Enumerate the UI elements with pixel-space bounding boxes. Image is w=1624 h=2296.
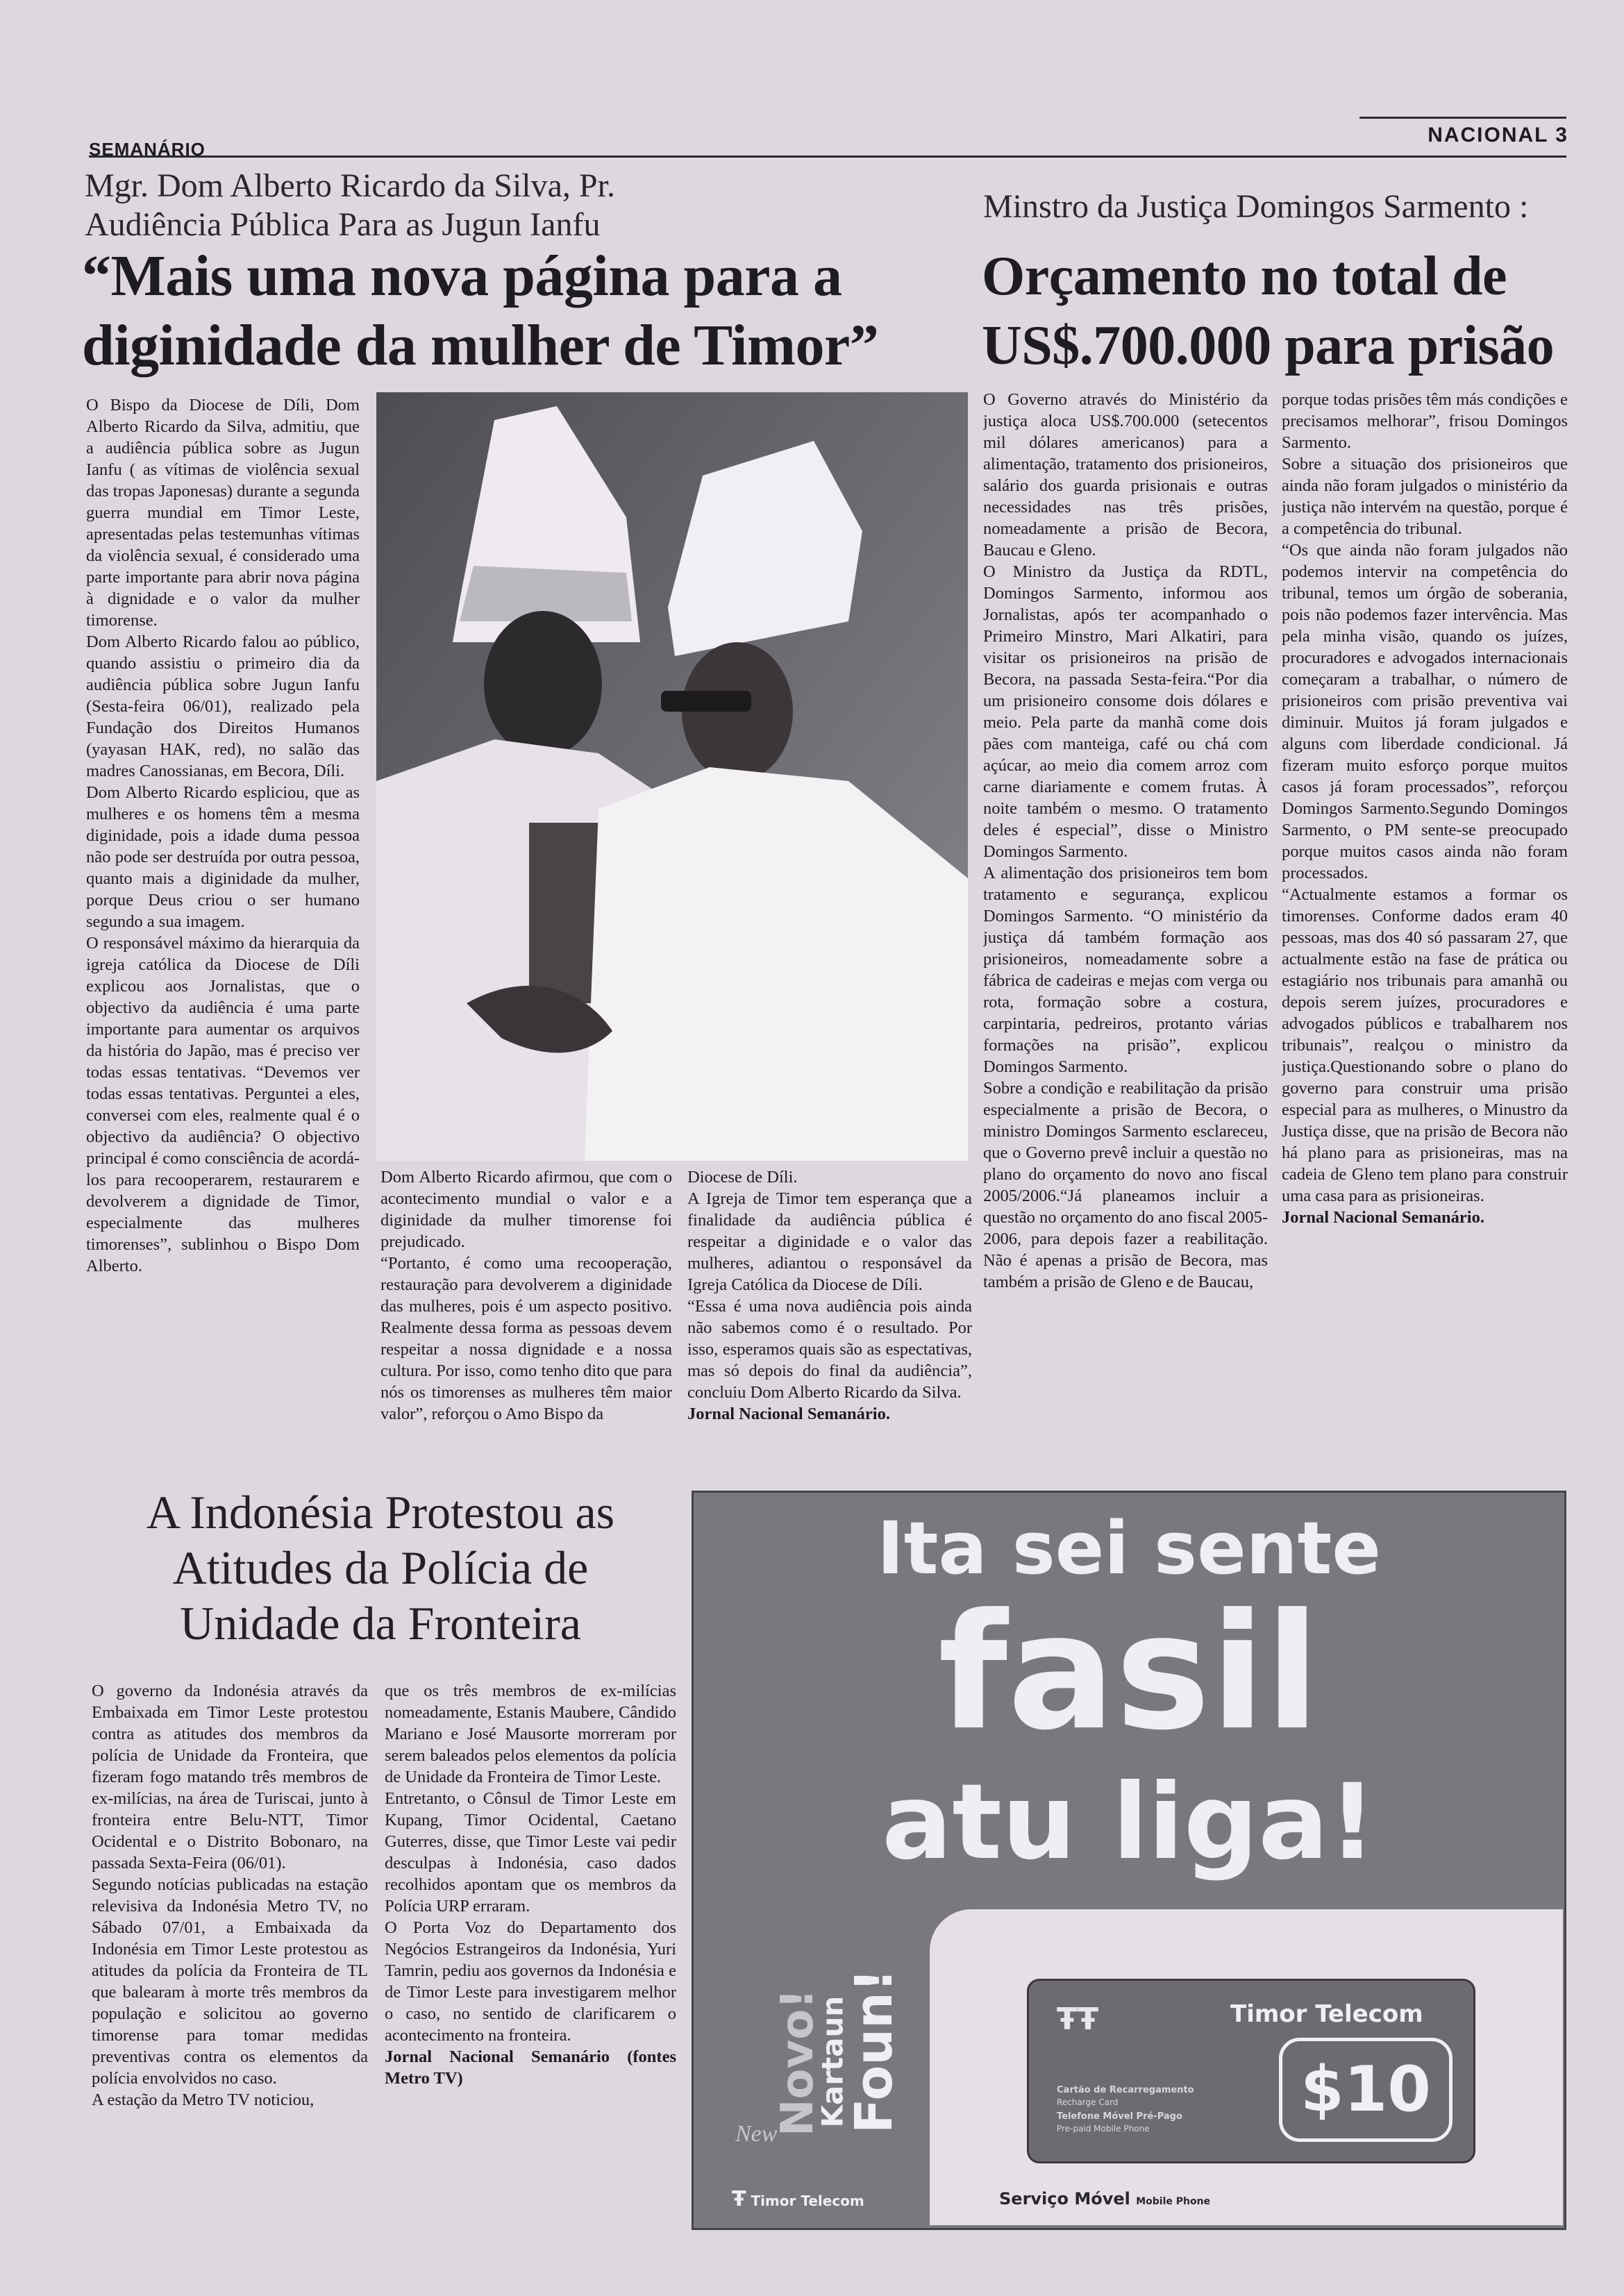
story1-headline-line: “Mais uma nova página para a bbox=[82, 244, 842, 308]
bishops-photo bbox=[376, 392, 968, 1161]
paragraph: Segundo notícias publicadas na estação relevisiva da Indonésia Metro TV, no Sábado 07/01, a Embaixada da Indonésia em Timor Leste protestou as atitudes da polícia da Fronteira de TL que balearam à morte três membros da população e solicitou ao governo timorense para tomar medidas preventivas contra os elementos da polícia envolvidos no caso. bbox=[92, 1875, 368, 2088]
story1-kicker-line: Mgr. Dom Alberto Ricardo da Silva, Pr. bbox=[85, 167, 615, 204]
ad-footer-service bbox=[999, 2189, 1210, 2209]
bishops-photo-image bbox=[376, 392, 968, 1161]
ad-footer-service-en: Mobile Phone bbox=[1136, 2196, 1211, 2207]
ad-footer-logo-icon: Ŧ bbox=[732, 2187, 746, 2211]
paragraph: “Os que ainda não foram julgados não podemos intervir na competência do tribunal, temos um órgão de soberania, pois não podemos fazer intervência. Mas pela minha visão, quando os juízes, procuradores e advogados internacionais começaram a trabalhar, o número de prisioneiros com prisão preventiva vai diminuir. Muitos já foram julgados e alguns com liberdade condicional. Já fizeram muito esforço porque muitos casos já foram processados”, reforçou Domingos Sarmento.Segundo Domingos Sarmento, o PM sente-se preocupado porque muitos casos ainda não foram processados. bbox=[1282, 541, 1568, 882]
paragraph: O Bispo da Diocese de Díli, Dom Alberto Ricardo da Silva, admitiu, que a audiência pública sobre as Jugun Ianfu ( as vítimas de violência sexual das tropas Japonesas) durante a segunda guerra mundial em Timor Leste, apresentadas pelas testemunhas vítimas da violência sexual, é considerado uma parte importante para abrir nova página à dignidade e o valor da mulher timorense. bbox=[86, 396, 360, 630]
paragraph: “Portanto, é como uma recooperação, restauração para devolverem a diginidade das mulheres, pois é um aspecto positivo. Realmente dessa forma as pessoas devem respeitar a nossa dignidade e a nossa cultura. Por isso, como tenho dito que para nós os timorenses as mulheres têm maior valor”, reforçou o Amo Bispo da bbox=[380, 1254, 672, 1423]
paragraph: “Essa é uma nova audiência pois ainda não sabemos como é o resultado. Por isso, esperamos quais são as espectativas, mas só depois do final da audiência”, concluiu Dom Alberto Ricardo da Silva. bbox=[687, 1297, 972, 1402]
story3-signoff: Jornal Nacional Semanário (fontes Metro TV) bbox=[385, 2047, 676, 2088]
paragraph: porque todas prisões têm más condições e precisamos melhorar”, frisou Domingos Sarmento. bbox=[1282, 390, 1568, 452]
story2-headline-line: US$.700.000 para prisão bbox=[982, 315, 1555, 376]
paragraph: Dom Alberto Ricardo afirmou, que com o acontecimento mundial o valor e a diginidade da mulher timorense foi prejudicado. bbox=[380, 1168, 672, 1251]
paragraph: O Ministro da Justiça da RDTL, Domingos Sarmento, informou aos Jornalistas, após ter acompanhado o Primeiro Minstro, Mari Alkatiri, para visitar os prisioneiros na prisão de Becora, na passada Sesta-feira.“Por dia um prisioneiro consome dois dólares e meio. Pela parte da manhã come dois pães com manteiga, café ou chá com açúcar, ao meio dia comem arroz com carne diariamente e comem frutas. À noite também o mesmo. O tratamento deles é especial”, disse o Ministro Domingos Sarmento. bbox=[983, 562, 1268, 861]
paragraph: “Actualmente estamos a formar os timorenses. Conforme dados eram 40 pessoas, mas dos 40 só passaram 27, que actualmente estão na fase de prática ou estagiário nos tribunais para amanhã ou depois serem juízes, procuradores e advogados públicos e trabalharem nos tribunais”, realçou o ministro da justiça.Questionando sobre o plano do governo para construir uma prisão especial para as mulheres, o Minustro da Justiça disse, que na prisão de Becora não há plano para as prisioneiras, mas na cadeia de Gleno tem plano para construir uma casa para as prisioneiras. bbox=[1282, 885, 1568, 1205]
paragraph: O Porta Voz do Departamento dos Negócios Estrangeiros da Indonésia, Yuri Tamrin, pediu aos governos da Indonésia e de Timor Leste para investigarem melhor o caso, no sentido de clarificarem o acontecimento na fronteira. bbox=[385, 1918, 676, 2045]
paragraph: Diocese de Díli. bbox=[687, 1168, 798, 1187]
story1-kicker-line: Audiência Pública Para as Jugun Ianfu bbox=[85, 206, 601, 243]
story3-headline-line: A Indonésia Protestou as bbox=[146, 1486, 615, 1539]
paragraph: Dom Alberto Ricardo espliciou, que as mulheres e os homens têm a mesma diginidade, pois a idade duma pessoa não pode ser destruída por outra pessoa, quanto mais a diginidade da mulher, porque Deus criou o ser humano segundo a sua imagem. bbox=[86, 783, 360, 931]
story3-headline-line: Unidade da Fronteira bbox=[180, 1597, 581, 1650]
ad-foun: Foun! bbox=[844, 1968, 904, 2134]
story2-column-1 bbox=[983, 389, 1268, 1486]
ad-novo: Novo! bbox=[772, 1988, 823, 2136]
story2-signoff: Jornal Nacional Semanário. bbox=[1282, 1208, 1484, 1227]
ad-footer-logo-text: Timor Telecom bbox=[751, 2193, 864, 2209]
card-value: $10 bbox=[1300, 2053, 1431, 2126]
telecom-advertisement bbox=[692, 1491, 1566, 2230]
paragraph: O governo da Indonésia através da Embaixada em Timor Leste protestou contra as atitudes dos membros da polícia de Unidade da Fronteira, que fizeram fogo matando três membros de ex-milícias, na área de Turiscai, junto à fronteira entre Belu-NTT, Timor Ocidental e o Distrito Bobonaro, na passada Sexta-Feira (06/01). bbox=[92, 1682, 368, 1872]
card-value-box bbox=[1279, 2038, 1453, 2142]
paragraph: Entretanto, o Cônsul de Timor Leste em Kupang, Timor Ocidental, Caetano Guterres, disse, que Timor Leste vai pedir desculpas à Indonésia, caso dados recolhidos apontam que os membros da Polícia URP erraram. bbox=[385, 1789, 676, 1916]
paragraph: Dom Alberto Ricardo falou ao público, quando assistiu o primeiro dia da audiência pública sobre Jugun Ianfu (Sesta-feira 06/01), realizado pela Fundação dos Direitos Humanos (yayasan HAK, red), no salão das madres Canossianas, em Becora, Díli. bbox=[86, 632, 360, 780]
card-small-2: Recharge Card bbox=[1057, 2097, 1119, 2107]
paragraph: Sobre a condição e reabilitação da prisão especialmente a prisão de Becora, o ministro Domingos Sarmento esclareceu, que o Governo prevê incluir a questão no plano do orçamento do novo ano fiscal 2005/2006.“Já planeamos incluir a questão no orçamento do ano fiscal 2005-2006, para depois fazer a reabilitação. Não é apenas a prisão de Becora, mas também a prisão de Gleno e de Baucau, bbox=[983, 1079, 1268, 1291]
card-brand: Timor Telecom bbox=[1230, 2000, 1423, 2028]
paragraph: O Governo através do Ministério da justiça aloca US$.700.000 (setecentos mil dólares americanos) para a alimentação, tratamento dos prisioneiros, salário dos guarda prisionais e outras necessidades nas três prisões, nomeadamente a prisão de Becora, Baucau e Gleno. bbox=[983, 390, 1268, 560]
ad-line-1: Ita sei sente bbox=[877, 1506, 1381, 1591]
top-rule-right bbox=[1359, 117, 1566, 119]
story1-column-2 bbox=[380, 1166, 672, 1472]
story2-headline-line: Orçamento no total de bbox=[982, 246, 1507, 307]
ad-new-label: New bbox=[735, 2121, 778, 2147]
paragraph: O responsável máximo da hierarquia da igreja católica da Diocese de Díli explicou aos Jornalistas, que o objectivo da audiência é uma parte importante para aumentar os arquivos da história do Japão, mas é preciso ver todas essas tentativas. “Devemos ver todas essas tentativas. Perguntei a eles, conversei com eles, realmente qual é o objectivo da audiência? O objectivo principal é como consciência de acordá-los para recooperarem, restaurarem e devolverem a dignidade de Timor, especialmente das mulheres timorenses”, sublinhou o Bispo Dom Alberto. bbox=[86, 934, 360, 1275]
story1-column-3 bbox=[687, 1166, 972, 1472]
paragraph: Sobre a situação dos prisioneiros que ainda não foram julgados o ministério da justiça não intervém na questão, porque é a competência do tribunal. bbox=[1282, 455, 1568, 538]
ad-prepaid-card bbox=[1027, 1979, 1475, 2163]
story3-headline-line: Atitudes da Polícia de bbox=[172, 1541, 589, 1594]
card-logo-icon: ŦŦ bbox=[1057, 2002, 1099, 2037]
story3-column-1 bbox=[92, 1680, 368, 2236]
story2-headline bbox=[982, 242, 1579, 380]
section-page-label: NACIONAL 3 bbox=[1428, 124, 1568, 146]
story1-kicker bbox=[85, 167, 953, 244]
paragraph: que os três membros de ex-milícias nomeadamente, Estanis Maubere, Cândido Mariano e José Mausorte morreram por serem baleados pelos elementos da polícia de Unidade da Fronteira de Timor Leste. bbox=[385, 1682, 676, 1786]
story1-headline-line: diginidade da mulher de Timor” bbox=[82, 313, 879, 378]
story1-signoff: Jornal Nacional Semanário. bbox=[687, 1405, 890, 1423]
story2-column-2 bbox=[1282, 389, 1568, 1486]
ad-footer-service-pt: Serviço Móvel bbox=[999, 2189, 1130, 2209]
ad-footer-logo bbox=[732, 2187, 864, 2211]
card-small-3: Telefone Móvel Pré-Pago bbox=[1057, 2111, 1182, 2122]
story1-headline bbox=[82, 242, 985, 380]
card-small-1: Cartão de Recarregamento bbox=[1057, 2085, 1194, 2095]
story3-column-2 bbox=[385, 1680, 676, 2236]
paragraph: A estação da Metro TV noticiou, bbox=[92, 2090, 315, 2109]
story1-column-1 bbox=[86, 394, 360, 1467]
header-rule bbox=[89, 156, 1566, 158]
publication-name: SEMANÁRIO bbox=[89, 139, 206, 160]
story2-kicker: Minstro da Justiça Domingos Sarmento : bbox=[983, 188, 1529, 225]
paragraph: A alimentação dos prisioneiros tem bom tratamento e segurança, explicou Domingos Sarmento. “O ministério da justiça dá também formação aos prisioneiros, nomeadamente sobre a fábrica de cadeiras e mejas com verga ou rota, formação sobre a costura, carpintaria, pedreiros, protanto várias formações na prisão”, explicou Domingos Sarmento. bbox=[983, 864, 1268, 1076]
story3-headline bbox=[82, 1484, 679, 1651]
ad-line-3: atu liga! bbox=[882, 1762, 1376, 1883]
ad-line-2: fasil bbox=[938, 1580, 1320, 1766]
ad-kartaun: Kartaun bbox=[815, 1995, 850, 2128]
card-small-4: Pre-paid Mobile Phone bbox=[1057, 2124, 1150, 2134]
paragraph: A Igreja de Timor tem esperança que a finalidade da audiência pública é respeitar a diginidade e o valor das mulheres, adiantou o responsável da Igreja Católica da Diocese de Díli. bbox=[687, 1189, 972, 1294]
ad-vertical-tagline bbox=[721, 1916, 904, 2152]
